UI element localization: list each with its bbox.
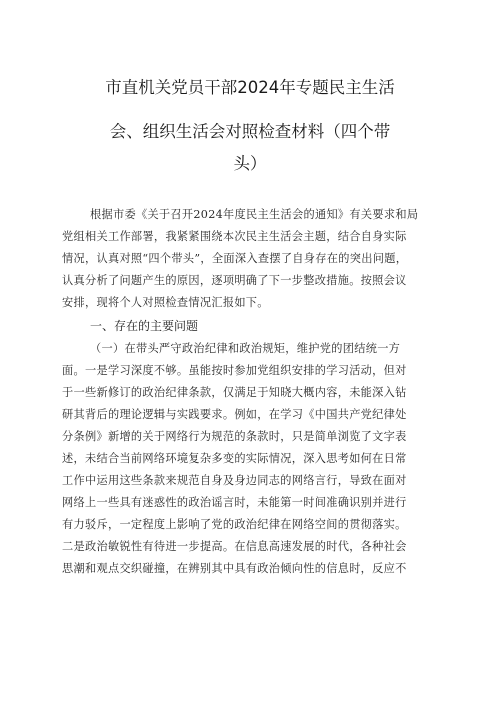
document-title-line-1: 市直机关党员干部2024年专题民主生活 [105,78,395,97]
body-line: 述，未结合当前网络环境复杂多变的实际情况，深入思考如何在日常 [62,452,407,465]
body-line: 工作中运用这些条款来规范自身及身边同志的网络言行，导致在面对 [62,474,407,487]
section-heading: 一、存在的主要问题 [90,319,199,333]
body-line: 面。一是学习深度不够。虽能按时参加党组织安排的学习活动，但对 [62,364,407,377]
body-line: 分条例》新增的关于网络行为规范的条款时，只是简单浏览了文字表 [62,430,407,443]
body-line: 思潮和观点交织碰撞，在辨别其中具有政治倾向性的信息时，反应不 [62,562,407,575]
body-line: （一）在带头严守政治纪律和政治规矩，维护党的团结统一方 [90,342,401,355]
intro-line: 认真分析了问题产生的原因，逐项明确了下一步整改措施。按照会议 [62,274,407,287]
body-line: 有力驳斥，一定程度上影响了党的政治纪律在网络空间的贯彻落实。 [62,518,407,531]
body-line: 于一些新修订的政治纪律条款，仅满足于知晓大概内容，未能深入钻 [62,386,407,399]
body-line: 网络上一些具有迷惑性的政治谣言时，未能第一时间准确识别并进行 [62,496,407,509]
body-line: 二是政治敏锐性有待进一步提高。在信息高速发展的时代，各种社会 [62,540,407,553]
intro-line: 根据市委《关于召开2024年度民主生活会的通知》有关要求和局 [90,208,419,221]
intro-line: 情况，认真对照“四个带头”，全面深入查摆了自身存在的突出问题， [62,252,408,265]
intro-line: 党组相关工作部署，我紧紧围绕本次民主生活会主题，结合自身实际 [62,230,407,243]
intro-line: 安排，现将个人对照检查情况汇报如下。 [62,296,269,309]
document-title-line-3: 头） [233,154,267,173]
body-line: 研其背后的理论逻辑与实践要求。例如，在学习《中国共产党纪律处 [62,408,407,421]
document-title-line-2: 会、组织生活会对照检查材料（四个带 [109,122,391,141]
